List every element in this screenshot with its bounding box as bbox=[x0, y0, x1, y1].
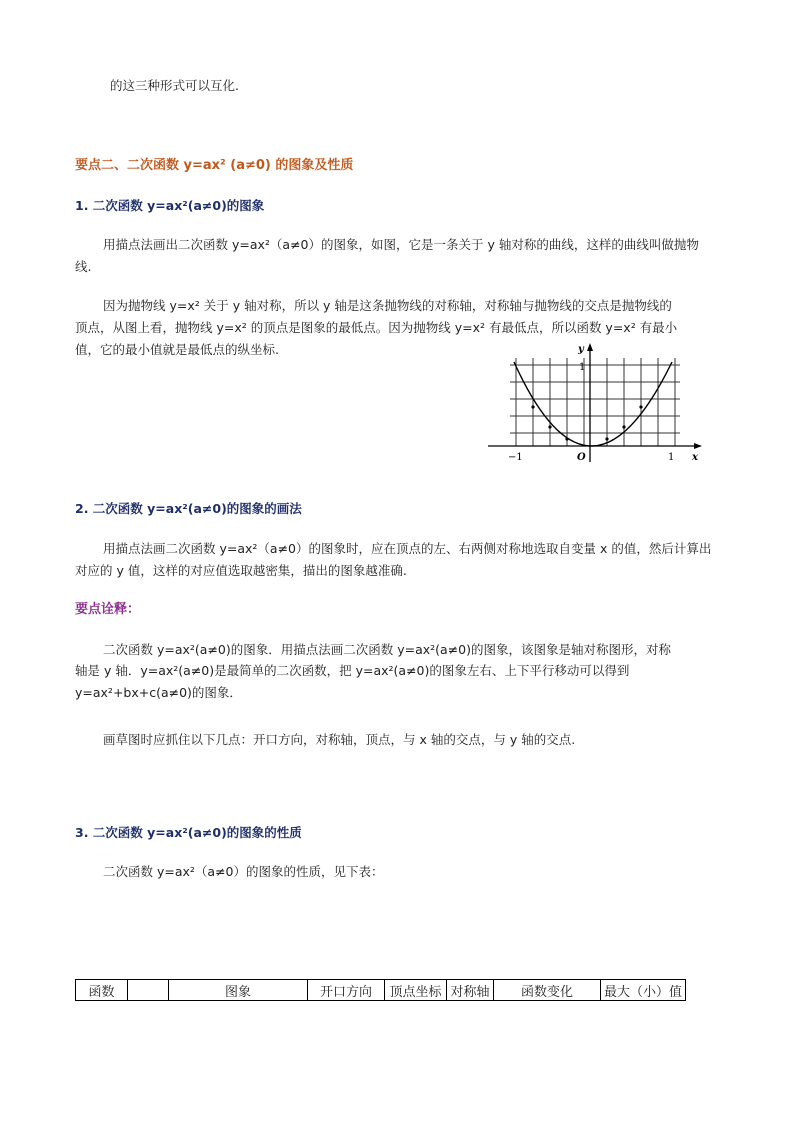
section-2-heading: 要点二、二次函数 y=ax² (a≠0) 的图象及性质 bbox=[75, 158, 354, 173]
parabola-graph bbox=[480, 338, 710, 470]
subsection-1-heading: 1. 二次函数 y=ax²(a≠0)的图象 bbox=[75, 198, 265, 213]
table-header-cell bbox=[128, 980, 169, 1001]
subsection-2-heading: 2. 二次函数 y=ax²(a≠0)的图象的画法 bbox=[75, 501, 302, 516]
table-header-cell: 对称轴 bbox=[447, 980, 494, 1001]
properties-table bbox=[75, 979, 686, 1001]
notes-paragraph-1-line-1: 二次函数 y=ax²(a≠0)的图象．用描点法画二次函数 y=ax²(a≠0)的图象，该图象是轴对称图形，对称 bbox=[103, 642, 672, 657]
y-tick-label: 1 bbox=[579, 362, 586, 373]
notes-paragraph-2: 画草图时应抓住以下几点：开口方向，对称轴，顶点，与 x 轴的交点，与 y 轴的交点. bbox=[103, 732, 576, 747]
subsection-3-paragraph: 二次函数 y=ax²（a≠0）的图象的性质，见下表： bbox=[103, 864, 384, 879]
subsection-1-paragraph-2-line-2: 顶点，从图上看，抛物线 y=x² 的顶点是图象的最低点。因为抛物线 y=x² 有最低点，所以函数 y=x² 有最小 bbox=[75, 320, 678, 335]
subsection-3-heading: 3. 二次函数 y=ax²(a≠0)的图象的性质 bbox=[75, 825, 302, 840]
table-header-cell: 函数变化 bbox=[494, 980, 601, 1001]
notes-paragraph-1-line-2: 轴是 y 轴．y=ax²(a≠0)是最简单的二次函数，把 y=ax²(a≠0)的图象左右、上下平行移动可以得到 bbox=[75, 663, 630, 678]
subsection-2-paragraph: 用描点法画二次函数 y=ax²（a≠0）的图象时，应在顶点的左、右两侧对称地选取自变量 x 的值，然后计算出对应的 y 值，这样的对应值选取越密集，描出的图象越准确. bbox=[75, 541, 712, 578]
subsection-1-paragraph-2-line-3: 值，它的最小值就是最低点的纵坐标. bbox=[75, 342, 279, 357]
table-header-cell: 图象 bbox=[169, 980, 308, 1001]
subsection-1-paragraph-1: 用描点法画出二次函数 y=ax²（a≠0）的图象，如图，它是一条关于 y 轴对称的曲线，这样的曲线叫做抛物线. bbox=[75, 237, 699, 274]
table-header-cell: 开口方向 bbox=[308, 980, 385, 1001]
table-header-cell: 函数 bbox=[76, 980, 128, 1001]
x-tick-pos-label: 1 bbox=[668, 452, 675, 463]
notes-paragraph-1-line-3: y=ax²+bx+c(a≠0)的图象． bbox=[75, 685, 242, 700]
notes-heading: 要点诠释： bbox=[75, 602, 141, 617]
table-header-cell: 最大（小）值 bbox=[601, 980, 686, 1001]
intro-line: 的这三种形式可以互化. bbox=[110, 78, 239, 93]
x-tick-neg-label: −1 bbox=[508, 452, 523, 463]
x-axis-label: x bbox=[692, 452, 698, 463]
table-header-cell: 顶点坐标 bbox=[385, 980, 447, 1001]
subsection-1-paragraph-2-line-1: 因为抛物线 y=x² 关于 y 轴对称，所以 y 轴是这条抛物线的对称轴，对称轴与抛物线的交点是抛物线的 bbox=[103, 298, 672, 313]
origin-label: O bbox=[577, 452, 586, 463]
y-axis-label: y bbox=[578, 344, 584, 355]
table-header-row bbox=[76, 980, 686, 1001]
